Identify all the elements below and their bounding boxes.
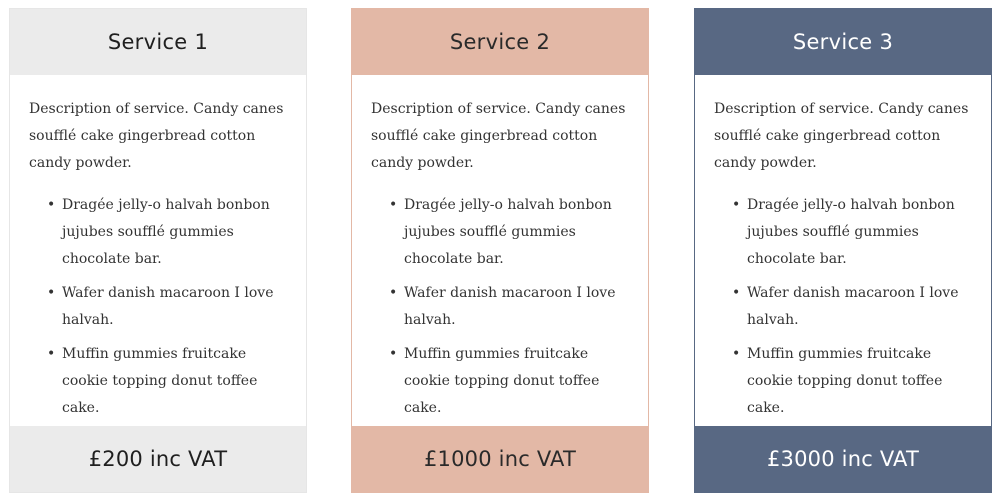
feature-item <box>47 280 287 334</box>
feature-text: Wafer danish macaroon I love halvah. <box>62 285 274 328</box>
service-price: £1000 inc VAT <box>352 426 648 492</box>
feature-item <box>389 341 629 422</box>
service-description: Description of service. Candy canes soufflé cake gingerbread cotton candy powder. <box>714 101 969 171</box>
service-card-1 <box>9 8 307 493</box>
bullet-icon: • <box>47 346 56 362</box>
bullet-icon: • <box>389 197 398 213</box>
feature-item <box>47 192 287 273</box>
feature-list <box>714 192 972 422</box>
bullet-icon: • <box>389 285 398 301</box>
bullet-icon: • <box>732 285 741 301</box>
service-card-body <box>10 76 306 429</box>
feature-item <box>47 341 287 422</box>
bullet-icon: • <box>47 285 56 301</box>
feature-text: Dragée jelly-o halvah bonbon jujubes soufflé gummies chocolate bar. <box>404 197 612 267</box>
service-card-title: Service 3 <box>695 9 991 75</box>
service-card-3 <box>694 8 992 493</box>
bullet-icon: • <box>732 197 741 213</box>
service-price: £200 inc VAT <box>10 426 306 492</box>
feature-item <box>732 341 972 422</box>
feature-item <box>389 280 629 334</box>
bullet-icon: • <box>47 197 56 213</box>
feature-text: Muffin gummies fruitcake cookie topping donut toffee cake. <box>747 346 943 416</box>
service-card-body <box>695 76 991 429</box>
service-card-2 <box>351 8 649 493</box>
feature-item <box>389 192 629 273</box>
service-price: £3000 inc VAT <box>695 426 991 492</box>
feature-text: Dragée jelly-o halvah bonbon jujubes soufflé gummies chocolate bar. <box>62 197 270 267</box>
service-card-title: Service 1 <box>10 9 306 75</box>
feature-list <box>371 192 629 422</box>
feature-text: Muffin gummies fruitcake cookie topping donut toffee cake. <box>62 346 258 416</box>
feature-item <box>732 192 972 273</box>
service-description: Description of service. Candy canes soufflé cake gingerbread cotton candy powder. <box>29 101 284 171</box>
service-card-body <box>352 76 648 429</box>
service-card-title: Service 2 <box>352 9 648 75</box>
bullet-icon: • <box>732 346 741 362</box>
feature-text: Dragée jelly-o halvah bonbon jujubes soufflé gummies chocolate bar. <box>747 197 955 267</box>
service-description: Description of service. Candy canes soufflé cake gingerbread cotton candy powder. <box>371 101 626 171</box>
feature-text: Wafer danish macaroon I love halvah. <box>404 285 616 328</box>
feature-text: Wafer danish macaroon I love halvah. <box>747 285 959 328</box>
feature-text: Muffin gummies fruitcake cookie topping donut toffee cake. <box>404 346 600 416</box>
feature-list <box>29 192 287 422</box>
feature-item <box>732 280 972 334</box>
bullet-icon: • <box>389 346 398 362</box>
